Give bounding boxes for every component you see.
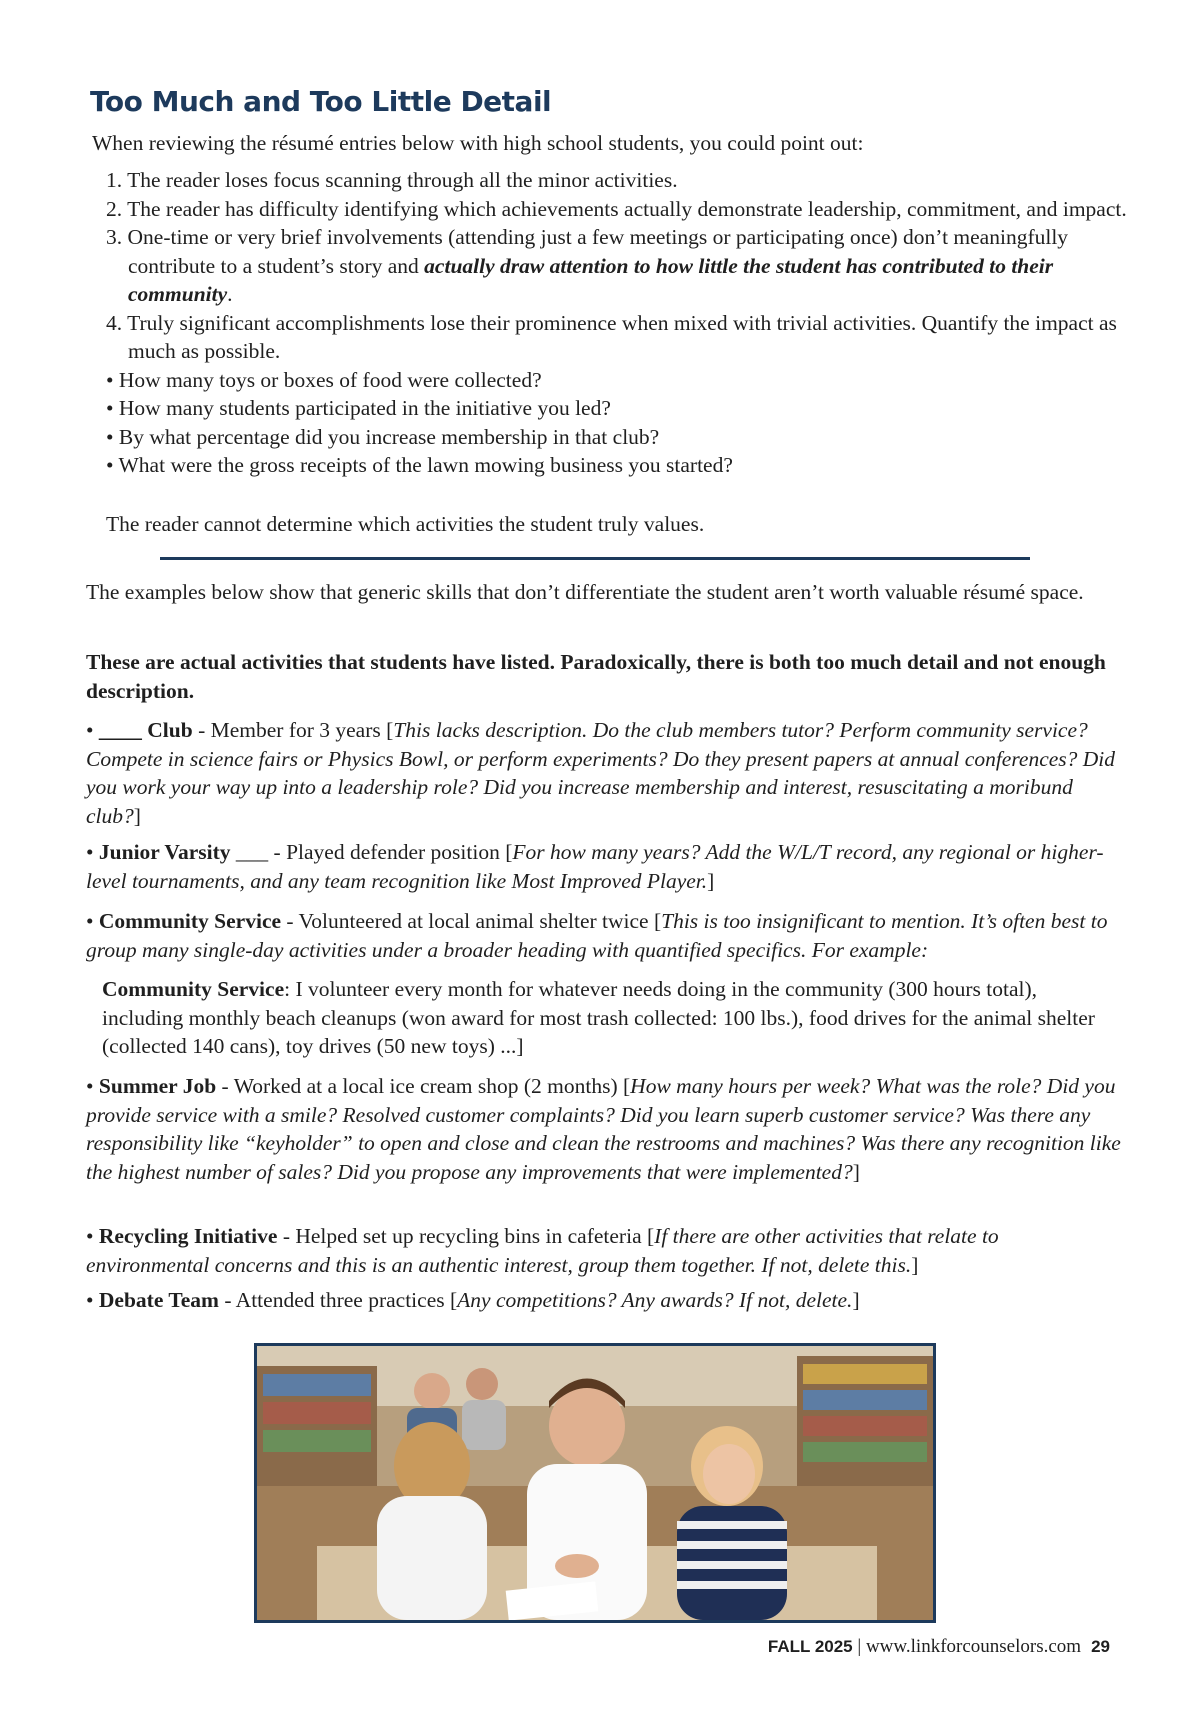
entry-title: Recycling Initiative [98, 1224, 278, 1248]
entry-note: For how many years? Add the W/L/T record, any regional or higher-level tournaments, and any team recognition like Most Improved Player. [86, 840, 1104, 893]
question-item: • By what percentage did you increase membership in that club? [106, 424, 660, 449]
entry-title: Summer Job [98, 1074, 217, 1098]
bracket-close: ] [852, 1159, 860, 1184]
students-photo [254, 1343, 936, 1623]
entry-debate-team [86, 1286, 1126, 1315]
bullet: • [86, 909, 99, 933]
point-3 [106, 223, 1136, 309]
entry-description: - Volunteered at local animal shelter twice [ [281, 909, 662, 933]
issue-season: FALL 2025 [767, 1637, 853, 1656]
entry-title: Club [141, 718, 193, 742]
section-heading: Too Much and Too Little Detail [90, 85, 552, 118]
question-item: • How many toys or boxes of food were collected? [106, 367, 542, 392]
entry-note: This is too insignificant to mention. It’s often best to group many single-day activities under a broader heading with quantified specifics. For example: [86, 909, 1108, 962]
entry-note: Any competitions? Any awards? If not, delete. [457, 1288, 853, 1312]
entry-description: - Worked at a local ice cream shop (2 months) [ [216, 1074, 631, 1098]
closing-text: The reader cannot determine which activities the student truly values. [106, 512, 705, 536]
bullet: • [86, 1224, 99, 1248]
point-1: 1. The reader loses focus scanning through all the minor activities. [106, 168, 678, 192]
bracket-close: ] [133, 803, 141, 828]
entry-club [86, 716, 1126, 830]
question-item: • What were the gross receipts of the lawn mowing business you started? [106, 453, 733, 477]
bullet: • [86, 718, 99, 742]
blank-line: ___ [230, 840, 269, 864]
entry-junior-varsity [86, 838, 1126, 895]
bullet: • [86, 840, 99, 864]
bullet: • [86, 1074, 99, 1098]
entry-community-service [86, 907, 1126, 964]
entry-description: - Attended three practices [ [218, 1288, 458, 1312]
point-3-emphasis: actually draw attention to how little the student has contributed to their community [128, 253, 1054, 306]
section-divider [160, 557, 1030, 560]
entry-description: - Member for 3 years [ [192, 718, 394, 742]
point-3-end: . [227, 282, 233, 306]
entry-description: - Helped set up recycling bins in cafeteria [ [277, 1224, 655, 1248]
page-number: 29 [1091, 1637, 1110, 1656]
entry-title: Debate Team [98, 1288, 219, 1312]
examples-intro: The examples below show that generic skills that don’t differentiate the student aren’t worth valuable résumé space. [86, 580, 1084, 604]
entry-summer-job [86, 1072, 1126, 1186]
intro-text: When reviewing the résumé entries below with high school students, you could point out: [92, 131, 864, 155]
entry-title: Junior Varsity [98, 840, 231, 864]
community-service-example [102, 975, 1102, 1061]
entry-title: Community Service [98, 909, 282, 933]
example-title: Community Service [102, 977, 285, 1001]
entry-note: If there are other activities that relate to environmental concerns and this is an authentic interest, group them together. If not, delete this. [86, 1224, 999, 1277]
example-text: : I volunteer every month for whatever needs doing in the community (300 hours total), including monthly beach cleanups (won award for most trash collected: 100 lbs.), food drives for the animal shelter (collected 140 cans), toy drives (50 new toys) ...] [102, 977, 1095, 1058]
footer-separator: | [852, 1636, 866, 1657]
website-url: www.linkforcounselors.com [865, 1636, 1082, 1657]
bullet: • [86, 1288, 99, 1312]
bracket-close: ] [707, 868, 715, 893]
bold-statement: These are actual activities that students have listed. Paradoxically, there is both too much detail and not enough description. [86, 650, 1106, 703]
bracket-close: ] [911, 1252, 919, 1277]
page-footer [768, 1636, 1110, 1658]
entry-recycling-initiative [86, 1222, 1126, 1279]
numbered-points-list [106, 166, 1136, 480]
entry-note: This lacks description. Do the club members tutor? Perform community service? Compete in science fairs or Physics Bowl, or perform experiments? Do they present papers at annual conferences? Did you work your way up into a leadership role? Did you increase membership and interest, resuscitating a moribund club? [86, 718, 1116, 828]
point-2: 2. The reader has difficulty identifying which achievements actually demonstrate leadership, commitment, and impact. [106, 196, 1127, 221]
blank-line: ____ [98, 718, 142, 742]
bracket-close: ] [852, 1288, 860, 1312]
question-item: • How many students participated in the initiative you led? [106, 396, 611, 420]
entry-description: - Played defender position [ [268, 840, 513, 864]
point-3-text: 3. One-time or very brief involvements (attending just a few meetings or participating once) don’t meaningfully contribute to a student’s story and [106, 225, 1069, 278]
point-4: 4. Truly significant accomplishments lose their prominence when mixed with trivial activities. Quantify the impact as much as possible. [106, 310, 1117, 363]
entry-note: How many hours per week? What was the role? Did you provide service with a smile? Resolved customer complaints? Did you learn superb customer service? Was there any responsibility like “keyholder” to open and close and clean the restrooms and machines? Was there any recognition like the highest number of sales? Did you propose any improvements that were implemented? [86, 1074, 1121, 1184]
